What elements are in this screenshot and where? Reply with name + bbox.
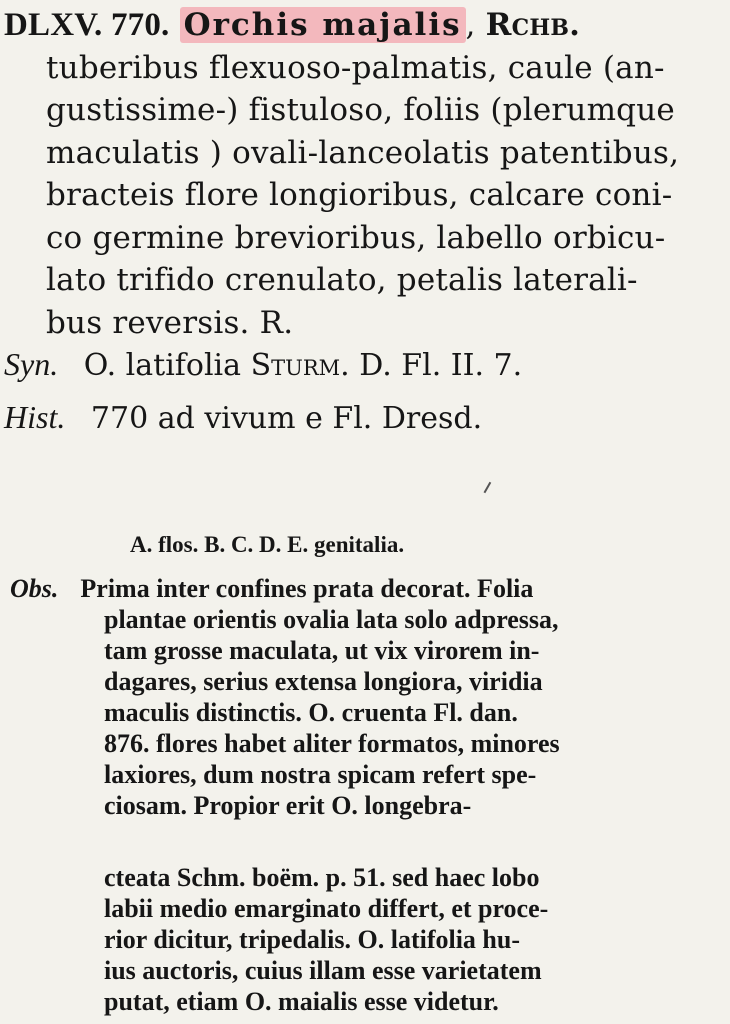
obs-line: laxiores, dum nostra spicam refert spe- (104, 760, 537, 789)
entry-line: lato trifido crenulato, petalis laterali- (46, 262, 638, 298)
species-entry (4, 4, 720, 344)
synonym-reference: D. Fl. II. 7. (359, 348, 523, 383)
entry-number: DLXV. 770. (4, 7, 170, 43)
history-text: 770 ad vivum e Fl. Dresd. (90, 401, 483, 436)
obs-line: rior dicitur, tripedalis. O. latifolia hu- (104, 925, 521, 954)
entry-line: bracteis flore longioribus, calcare coni- (46, 177, 673, 213)
species-name-highlight: Orchis majalis (180, 7, 466, 43)
synonym-name: O. latifolia (83, 348, 242, 383)
obs-line: maculis distinctis. O. cruenta Fl. dan. (104, 698, 518, 727)
obs-line: putat, etiam O. maialis esse videtur. (104, 987, 499, 1016)
synonym-line (4, 346, 522, 383)
obs-line: ius auctoris, cuius illam esse varietatem (104, 956, 542, 985)
history-label: Hist. (4, 399, 66, 435)
entry-line: bus reversis. R. (46, 304, 294, 341)
entry-heading: DLXV. 770. Orchis majalis , Rchb. (4, 7, 581, 43)
obs-label: Obs. (10, 574, 59, 603)
obs-line: dagares, serius extensa longiora, viridia (104, 667, 543, 696)
obs-line: 876. flores habet aliter formatos, minores (104, 729, 560, 758)
entry-line: maculatis ) ovali-lanceolatis patentibus, (46, 134, 680, 171)
obs-line: tam grosse maculata, ut vix virorem in- (104, 636, 540, 665)
obs-line: labii medio emarginato differt, et proce- (104, 894, 549, 923)
figure-legend: A. flos. B. C. D. E. genitalia. (130, 532, 405, 557)
entry-line: tuberibus flexuoso-palmatis, caule (an- (46, 49, 665, 86)
synonym-label: Syn. (4, 346, 59, 382)
synonym-author: Sturm. (250, 348, 350, 383)
species-author: Rchb. (485, 7, 581, 43)
obs-line: ciosam. Propior erit O. longebra- (104, 791, 472, 820)
obs-line: cteata Schm. boëm. p. 51. sed haec lobo (104, 863, 540, 892)
obs-text: Prima inter confines prata decorat. Folia (80, 574, 534, 603)
obs-line (4, 573, 720, 604)
entry-line: co germine brevioribus, labello orbicu- (46, 219, 666, 256)
obs-line: plantae orientis ovalia lata solo adpressa, (104, 605, 559, 634)
observation-continued (104, 862, 724, 1017)
ink-mark (484, 482, 497, 496)
entry-line: gustissime-) fistuloso, foliis (plerumque (46, 92, 675, 128)
observation-block (4, 573, 720, 821)
history-line (4, 399, 482, 436)
